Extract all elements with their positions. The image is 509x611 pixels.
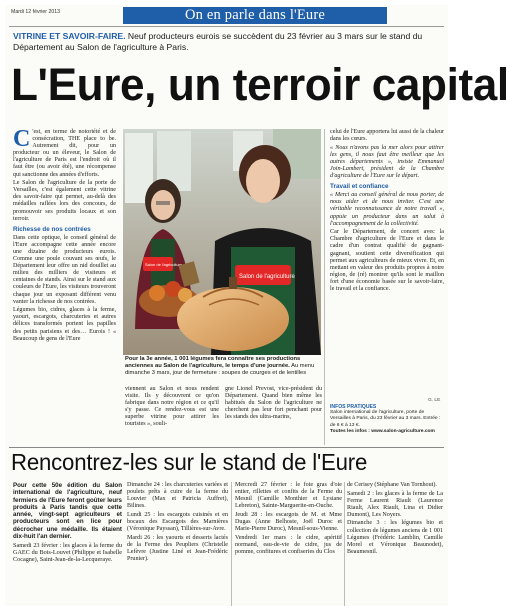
column-rule — [344, 482, 345, 606]
col4-p4: Car le Département, de concert avec la Chambre d'agriculture de l'Eure et dans le cadre d'un contrat qualifié de gagnant-gagnant, soutient cette diversification qui permet aux agriculteurs de mieux vivre. Et, en mettant en valeur des produits propres à notre région, de (ré) montrer qu'ils sont le maillon fort d'une économie basée sur le savoir-faire, le travail et la confiance. — [330, 229, 444, 292]
bottom4-p3: Dimanche 3 : les légumes bio et collection de légumes anciens de 1 001 Légumes (Frédéric Lamblin, Camille Morel et Véronique Beaunodet), Beaumesnil. — [347, 520, 443, 555]
column-rule — [324, 129, 325, 445]
info-box-title: INFOS PRATIQUES — [330, 404, 377, 410]
photo-sign-text: Salon de l'agriculture — [145, 262, 183, 267]
article-column-4 — [330, 129, 444, 394]
section-banner: On en parle dans l'Eure — [123, 7, 387, 24]
info-box-web: Toutes les infos : www.salon-agriculture.com — [330, 428, 435, 434]
section-divider — [9, 447, 444, 448]
col4-subhead: Travail et confiance — [330, 183, 389, 191]
bottom1-intro: Pour cette 50e édition du Salon international de l'agriculture, neuf fermiers de l'Eure feront goûter leurs produits à Paris tandis que cette année, vingt-sept agriculteurs et producteurs sont en lice pour décrocher une médaille. Ils étaient dix-huit l'an dernier. — [13, 482, 122, 540]
caption-rest: Au menu dimanche 3 mars, jour de fermeture : soupes de courges et de lentilles — [125, 363, 315, 376]
bottom3-p1: Mercredi 27 février : le foie gras d'oie entier, rillettes et confits de la Ferme du Mesnil (Camille Monthier et Lysiane Lebreton), Sainte-Marguerite-en-Ouche. — [235, 482, 342, 510]
drop-cap: C — [13, 126, 31, 152]
photo-sign-text-2: Salon de l'agriculture — [239, 274, 295, 280]
bottom3-p2: Jeudi 28 : les escargots de M. et Mme Dugas (Anne Belhoste, Joël Duroc et Marie-Pierre Duroc), Mesnil-sous-Vienne. — [235, 511, 342, 533]
col1-p4: Légumes bio, cidres, glaces à la ferme, yaourt, escargots, charcuteries et autres délices transformés portent les papilles des petits parisiens et des… Eurois ! « Beaucoup de gens de l'Eure — [13, 307, 116, 342]
info-box-text: Salon international de l'agriculture, porte de Versailles à Paris, du 23 février au 3 mars. Entrée : de 6 € à 13 €. — [330, 410, 441, 428]
newspaper-clipping — [5, 5, 509, 606]
bottom-column-3 — [235, 482, 342, 610]
bottom2-p1: Dimanche 24 : les charcuteries variées et poulets prêts à cuire de la ferme du Louvier (Max et Patricia Auffret), Bilines. — [127, 482, 228, 510]
col1-p1: 'est, en terme de notoriété et de consécration, THE place to be. Autrement dit, pour un producteur ou un éleveur, le Salon de l'agriculture de Paris est l'endroit où il faut être (ou avoir été), une récompense qui sanctionne des années d'efforts. — [13, 129, 116, 178]
article-photo — [123, 129, 321, 355]
photo-caption — [125, 356, 321, 377]
bottom4-p1: de Cerisey (Stéphane Van Tornhout). — [347, 482, 437, 488]
bottom4-p2: Samedi 2 : les glaces à la ferme de La Ferme Laurent Riault (Laurence Riault, Alex Riault, Lina et Didier Dumont), Les Noyers. — [347, 490, 443, 518]
bottom-column-2 — [127, 482, 228, 610]
caption-bold: Pour la 3e année, 1 001 légumes fera connaître ses productions anciennes au Salon de l'agriculture, le temps d'une journée. — [125, 356, 301, 369]
col4-p1: celui de l'Eure apportera lui aussi de la chaleur dans les cœurs. — [330, 129, 444, 143]
kicker-text: Neuf producteurs eurois se succèdent du 23 février au 3 mars sur le stand du Département au Salon de l'agriculture à Paris. — [13, 31, 423, 52]
col2-text: viennent au Salon et nous rendent visite. Ils y découvrent ce qu'on fabrique dans notre région et ce qu'il s'y passe. Ce rendez-vous est une superbe vitrine pour attirer les touristes », souli- — [125, 386, 219, 428]
column-rule — [231, 482, 232, 606]
col4-p2: « Nous n'avons pas la mer alors pour attirer les gens, il nous faut être meilleur que les autres départements », insiste Emmanuel Join-Lambert, président de la Chambre d'agriculture de l'Eure sur le départ. — [330, 144, 444, 180]
photo-credit: G. LE — [428, 398, 441, 403]
kicker-lead: VITRINE ET SAVOIR-FAIRE. — [13, 31, 126, 41]
article-kicker — [13, 31, 443, 53]
issue-date: Mardi 12 février 2013 — [11, 9, 61, 15]
bottom1-day: Samedi 23 février : les glaces à la ferme du GAEC du Bois-Louvet (Philippe et Isabelle Cocagne), Saint-Jean-de-la-Lecqueraye. — [13, 541, 122, 563]
bottom-column-4 — [347, 482, 443, 610]
article-column-3 — [225, 386, 322, 454]
col1-p2: Le Salon de l'agriculture de la porte de Versailles, c'est également cette vitrine des savoir-faire qui permet, au-delà des médailles raflées lors des concours, de promouvoir ses produits locaux et son terroir. — [13, 180, 116, 222]
article-headline: L'Eure, un terroir capital — [11, 59, 509, 110]
bottom2-p2: Lundi 25 : les escargots cuisinés et en bocaux des Escargots des Marnières (Véronique Payssan), Tillières-sur-Avre. — [127, 511, 228, 533]
article-column-1 — [13, 126, 116, 454]
col1-p3: Dans cette optique, le conseil général de l'Eure accompagne cette année encore une dizaine de producteurs eurois. Comme une poule couvant ses œufs, le Département leur offre un nid douillet au milieu des milliers de visiteurs et centaines de stands. Ainsi sur le stand aux couleurs de l'Eure, les visiteurs trouveront chaque jour un exposant différent venu vanter la richesse de nos contrées. — [13, 234, 116, 305]
photo-illustration — [123, 129, 321, 355]
top-rule — [9, 26, 444, 27]
bottom2-p3: Mardi 26 : les yaourts et desserts lactés de la Ferme des Peupliers (Christelle Lefèvre (Justine Liné et Jean-Frédéric Prunier). — [127, 534, 228, 562]
article-column-2 — [125, 386, 219, 454]
second-headline: Rencontrez-les sur le stand de l'Eure — [11, 449, 368, 475]
col4-p3: « Merci au conseil général de nous porter, de nous aider et de nous inviter. C'est une véritable reconnaissance de notre travail », appuie un producteur dans un salut à l'accompagnement de la collectivité. — [330, 192, 444, 227]
col1-subhead: Richesse de nos contrées — [13, 225, 91, 233]
bottom3-p3: Vendredi 1er mars : le cidre, apéritif normand, eau-de-vie de cidre, jus de pomme, confitures et confiseries du Clos — [235, 534, 342, 555]
bottom-column-1 — [13, 482, 122, 610]
info-box — [330, 404, 442, 435]
col3-text: gne Lionel Prevost, vice-président du Département. Quand bien même les habitués du Salon de l'agriculture ne cherchent pas leur fort penchant pour les stands des ultra-marins, — [225, 386, 322, 421]
